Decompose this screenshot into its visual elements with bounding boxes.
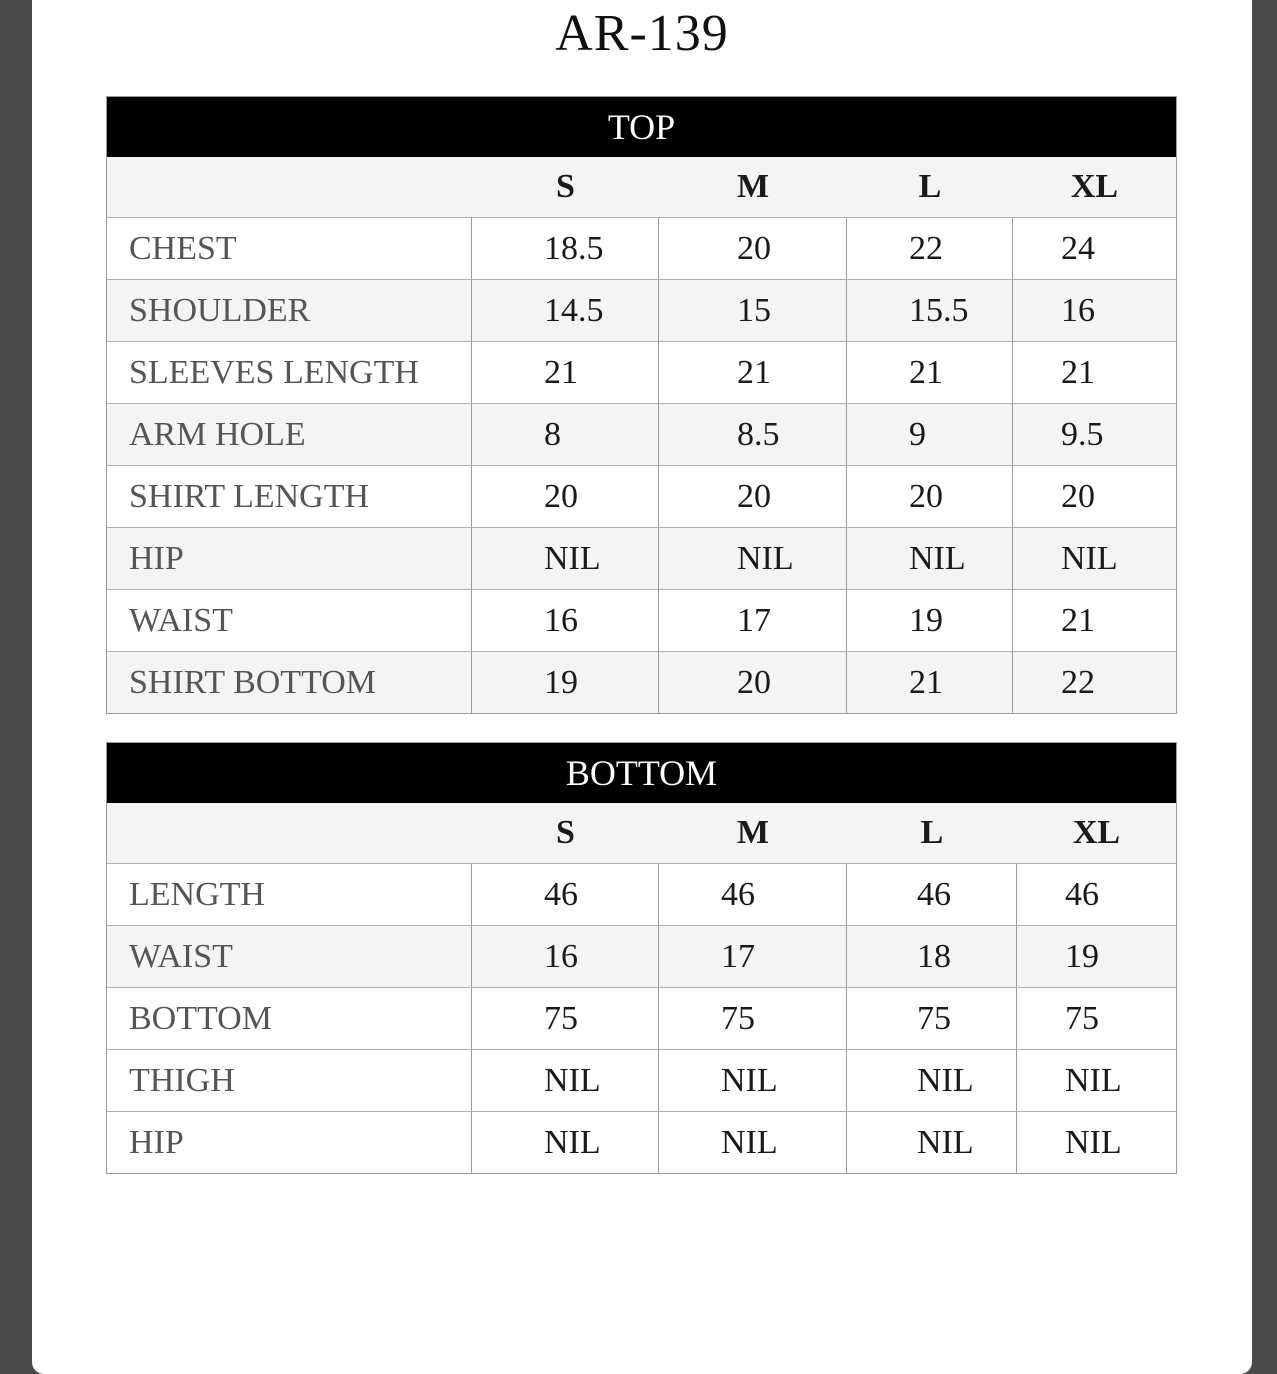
cell-l: 9 — [847, 404, 1013, 465]
cell-s: NIL — [472, 1112, 659, 1173]
top-header-blank — [107, 157, 472, 217]
cell-s: 16 — [472, 926, 659, 987]
row-label: HIP — [107, 528, 472, 589]
cell-l: 18 — [847, 926, 1017, 987]
cell-s: NIL — [472, 528, 659, 589]
table-row — [107, 465, 1176, 527]
cell-l: 19 — [847, 590, 1013, 651]
row-label: CHEST — [107, 218, 472, 279]
cell-m: 21 — [659, 342, 847, 403]
row-label: WAIST — [107, 926, 472, 987]
cell-l: NIL — [847, 1050, 1017, 1111]
cell-xl: 22 — [1061, 663, 1095, 701]
cell-s: NIL — [472, 1050, 659, 1111]
top-size-m: M — [736, 168, 770, 205]
cell-l: 21 — [847, 652, 1013, 713]
cell-xl: 46 — [1065, 875, 1099, 913]
bottom-size-s: S — [556, 814, 575, 851]
bottom-size-header-row — [107, 803, 1176, 863]
row-label: LENGTH — [107, 864, 472, 925]
table-row — [107, 925, 1176, 987]
table-row — [107, 1049, 1176, 1111]
cell-l: NIL — [847, 528, 1013, 589]
page-title: AR-139 — [555, 5, 729, 62]
cell-l: NIL — [847, 1112, 1017, 1173]
cell-l: 75 — [847, 988, 1017, 1049]
table-row — [107, 403, 1176, 465]
top-size-table — [106, 96, 1177, 714]
row-label: SHIRT LENGTH — [107, 466, 472, 527]
cell-s: 8 — [472, 404, 659, 465]
size-chart-sheet — [32, 0, 1252, 1374]
cell-l: 46 — [847, 864, 1017, 925]
cell-m: 20 — [659, 466, 847, 527]
table-row — [107, 863, 1176, 925]
cell-m: NIL — [659, 1112, 847, 1173]
cell-s: 19 — [472, 652, 659, 713]
bottom-size-table — [106, 742, 1177, 1174]
cell-m: NIL — [659, 528, 847, 589]
cell-m: 46 — [659, 864, 847, 925]
top-section-header: TOP — [107, 97, 1176, 157]
row-label: THIGH — [107, 1050, 472, 1111]
bottom-section-header: BOTTOM — [107, 743, 1176, 803]
top-size-l: L — [918, 168, 942, 205]
table-row — [107, 589, 1176, 651]
table-row — [107, 279, 1176, 341]
cell-m: 17 — [659, 926, 847, 987]
row-label: SHIRT BOTTOM — [107, 652, 472, 713]
bottom-header-blank — [107, 803, 472, 863]
bottom-size-m: M — [736, 814, 770, 851]
cell-xl: 9.5 — [1061, 415, 1104, 453]
table-row — [107, 341, 1176, 403]
cell-s: 14.5 — [472, 280, 659, 341]
cell-l: 22 — [847, 218, 1013, 279]
cell-l: 15.5 — [847, 280, 1013, 341]
row-label: WAIST — [107, 590, 472, 651]
cell-s: 46 — [472, 864, 659, 925]
cell-s: 18.5 — [472, 218, 659, 279]
bottom-size-xl: XL — [1072, 814, 1121, 851]
cell-m: 17 — [659, 590, 847, 651]
top-size-xl: XL — [1070, 168, 1119, 205]
cell-xl: NIL — [1061, 539, 1118, 577]
table-row — [107, 1111, 1176, 1173]
table-row — [107, 987, 1176, 1049]
cell-m: NIL — [659, 1050, 847, 1111]
cell-m: 20 — [659, 652, 847, 713]
cell-s: 21 — [472, 342, 659, 403]
cell-xl: 20 — [1061, 477, 1095, 515]
bottom-size-l: L — [920, 814, 944, 851]
table-row — [107, 651, 1176, 713]
cell-l: 21 — [847, 342, 1013, 403]
cell-xl: 19 — [1065, 937, 1099, 975]
cell-m: 20 — [659, 218, 847, 279]
top-size-s: S — [556, 168, 575, 205]
cell-s: 16 — [472, 590, 659, 651]
cell-xl: 24 — [1061, 229, 1095, 267]
table-row — [107, 217, 1176, 279]
row-label: SLEEVES LENGTH — [107, 342, 472, 403]
cell-xl: 21 — [1061, 353, 1095, 391]
cell-s: 20 — [472, 466, 659, 527]
row-label: ARM HOLE — [107, 404, 472, 465]
row-label: BOTTOM — [107, 988, 472, 1049]
cell-s: 75 — [472, 988, 659, 1049]
cell-l: 20 — [847, 466, 1013, 527]
cell-xl: NIL — [1065, 1123, 1122, 1161]
top-size-header-row — [107, 157, 1176, 217]
cell-xl: 75 — [1065, 999, 1099, 1037]
cell-xl: NIL — [1065, 1061, 1122, 1099]
table-row — [107, 527, 1176, 589]
row-label: SHOULDER — [107, 280, 472, 341]
cell-m: 15 — [659, 280, 847, 341]
row-label: HIP — [107, 1112, 472, 1173]
cell-xl: 16 — [1061, 291, 1095, 329]
cell-m: 8.5 — [659, 404, 847, 465]
cell-m: 75 — [659, 988, 847, 1049]
cell-xl: 21 — [1061, 601, 1095, 639]
